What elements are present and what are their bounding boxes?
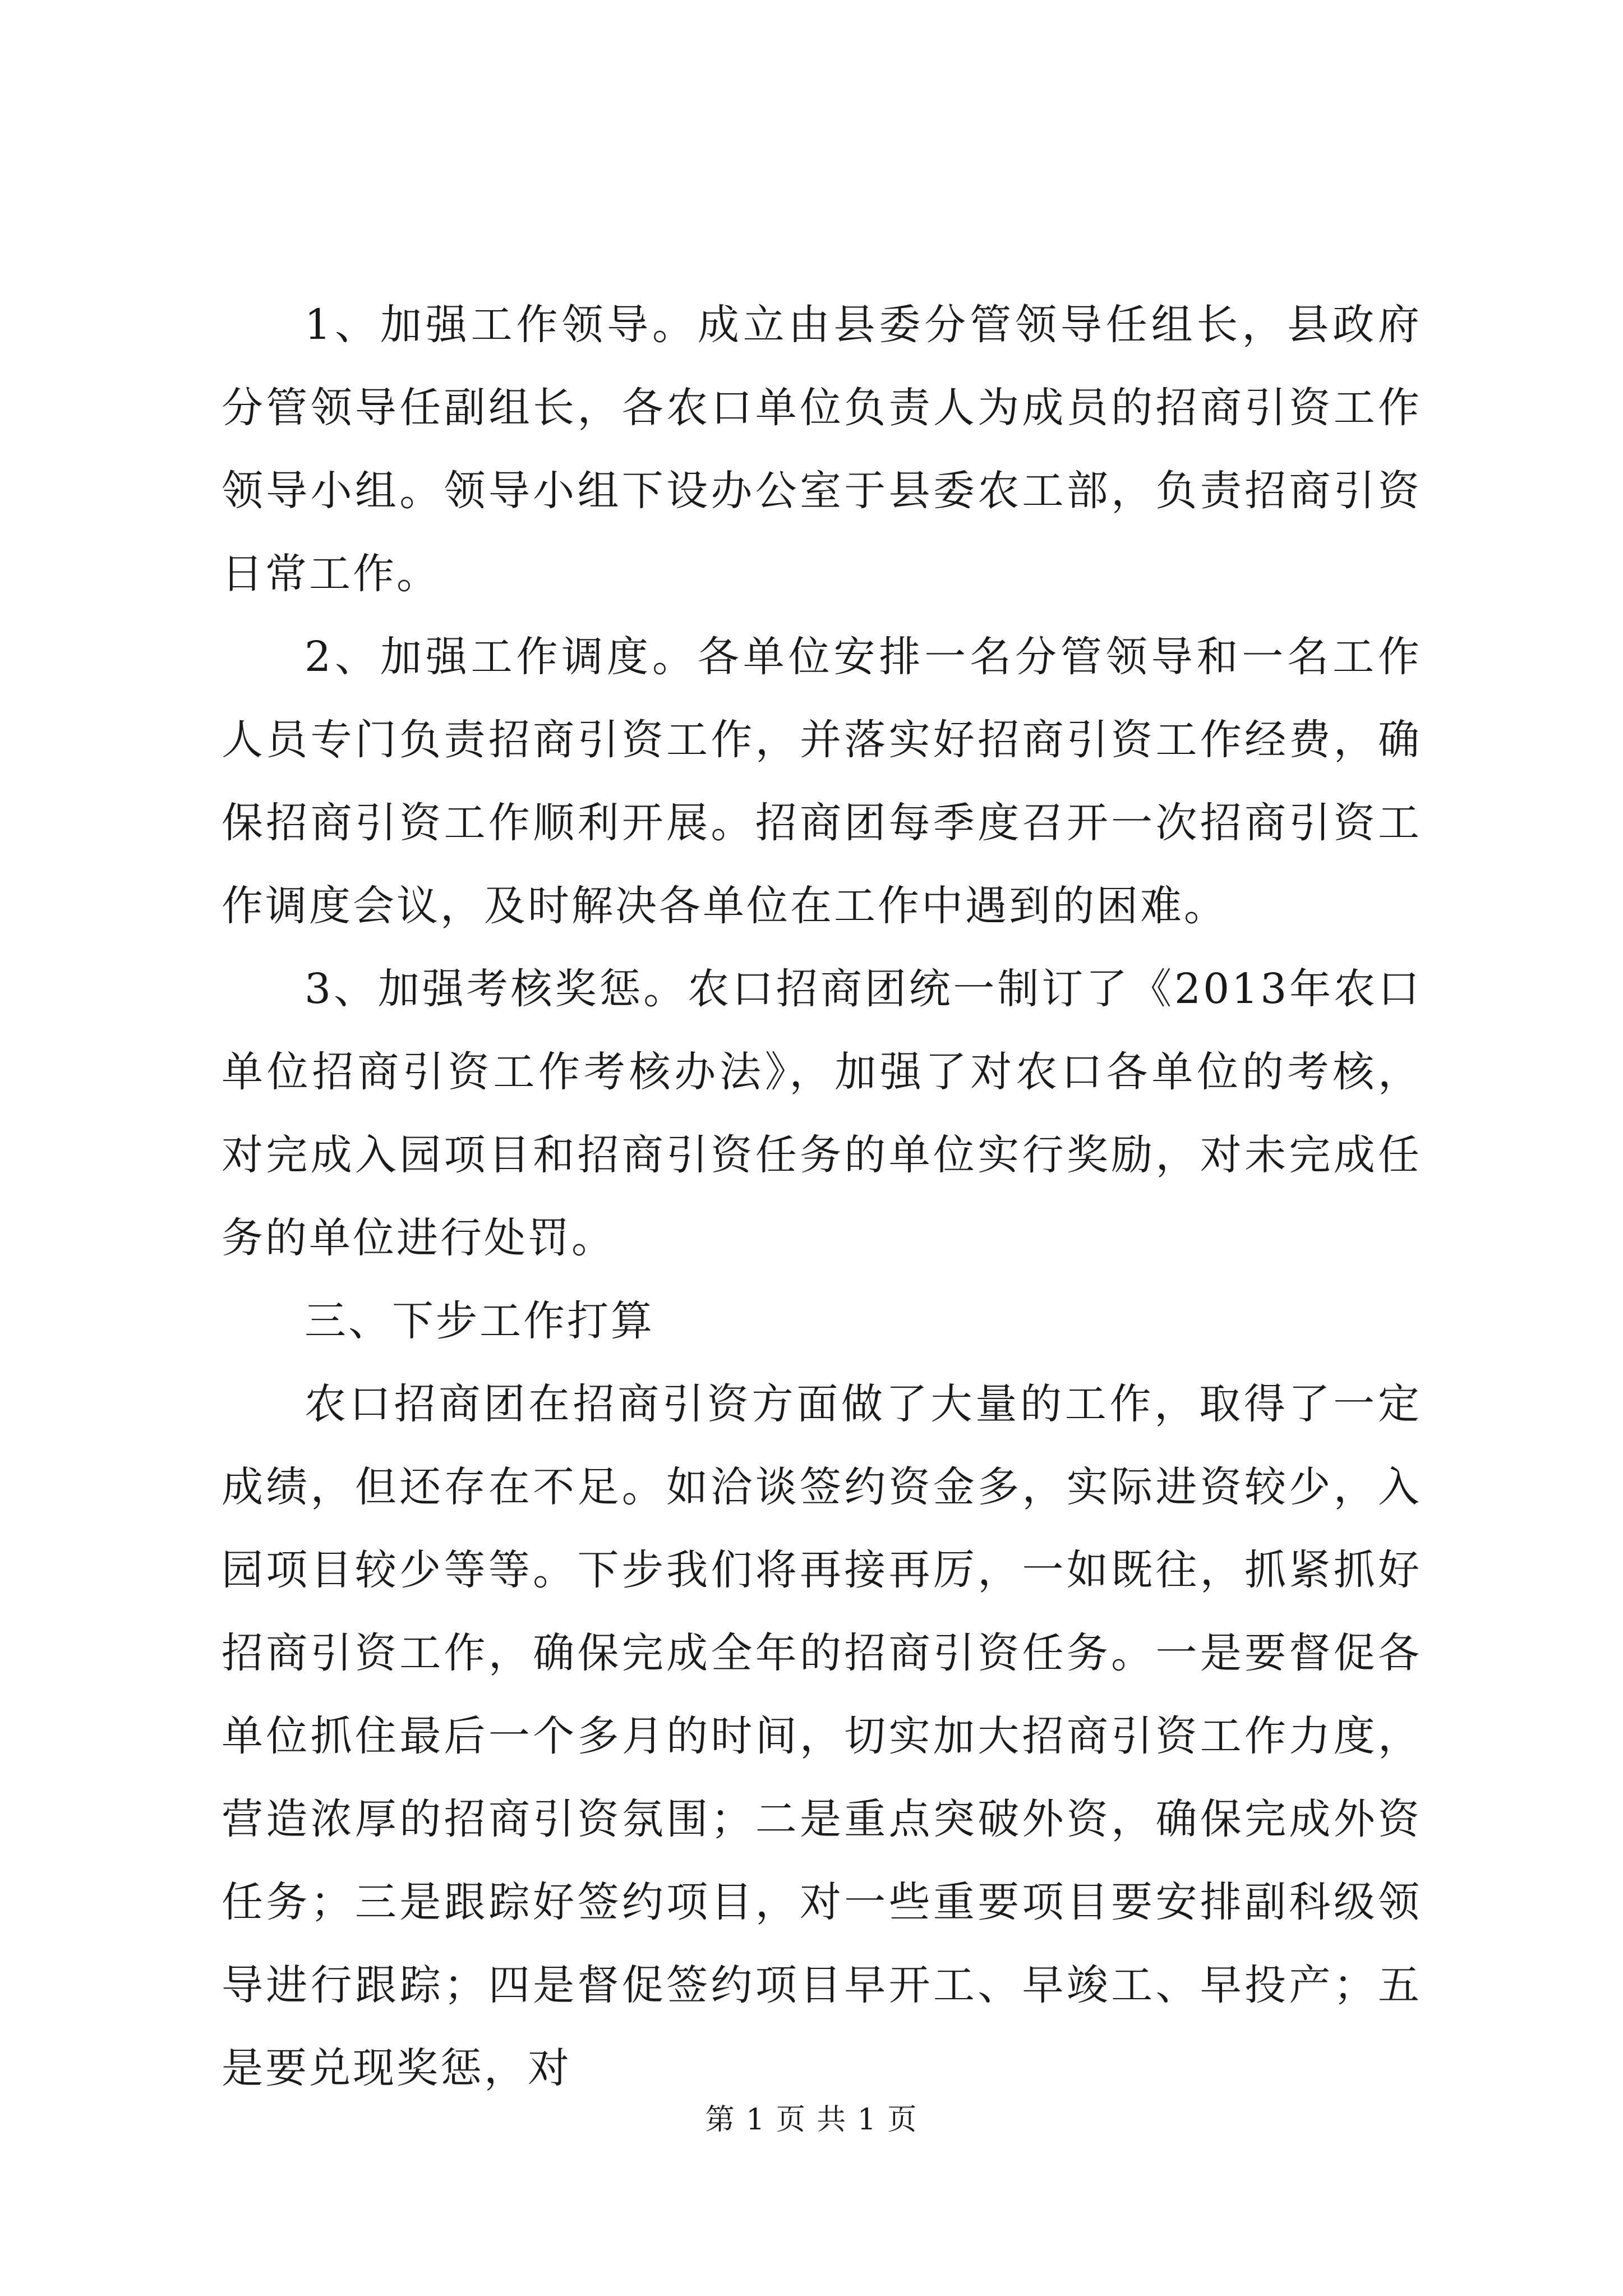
paragraph-next-steps: 农口招商团在招商引资方面做了大量的工作，取得了一定成绩，但还存在不足。如洽谈签约资金多，实际进资较少，入园项目较少等等。下步我们将再接再厉，一如既往，抓紧抓好招商引资工作，确保完成全年的招商引资任务。一是要督促各单位抓住最后一个多月的时间，切实加大招商引资工作力度，营造浓厚的招商引资氛围；二是重点突破外资，确保完成外资任务；三是跟踪好签约项目，对一些重要项目要安排副科级领导进行跟踪；四是督促签约项目早开工、早竣工、早投产；五是要兑现奖惩，对 <box>222 1380 1422 2092</box>
section-heading: 三、下步工作打算 <box>305 1297 654 1345</box>
document-body <box>222 283 1422 2110</box>
paragraph-work-leadership: 1、加强工作领导。成立由县委分管领导任组长，县政府分管领导任副组长，各农口单位负责人为成员的招商引资工作领导小组。领导小组下设办公室于县委农工部，负责招商引资日常工作。 <box>222 301 1422 598</box>
page-footer: 第 1 页 共 1 页 <box>705 2103 918 2137</box>
paragraph-assessment: 3、加强考核奖惩。农口招商团统一制订了《2013年农口单位招商引资工作考核办法》，加强了对农口各单位的考核，对完成入园项目和招商引资任务的单位实行奖励，对未完成任务的单位进行处罚。 <box>222 965 1422 1262</box>
paragraph-work-scheduling: 2、加强工作调度。各单位安排一名分管领导和一名工作人员专门负责招商引资工作，并落实好招商引资工作经费，确保招商引资工作顺利开展。招商团每季度召开一次招商引资工作调度会议，及时解决各单位在工作中遇到的困难。 <box>222 633 1422 930</box>
